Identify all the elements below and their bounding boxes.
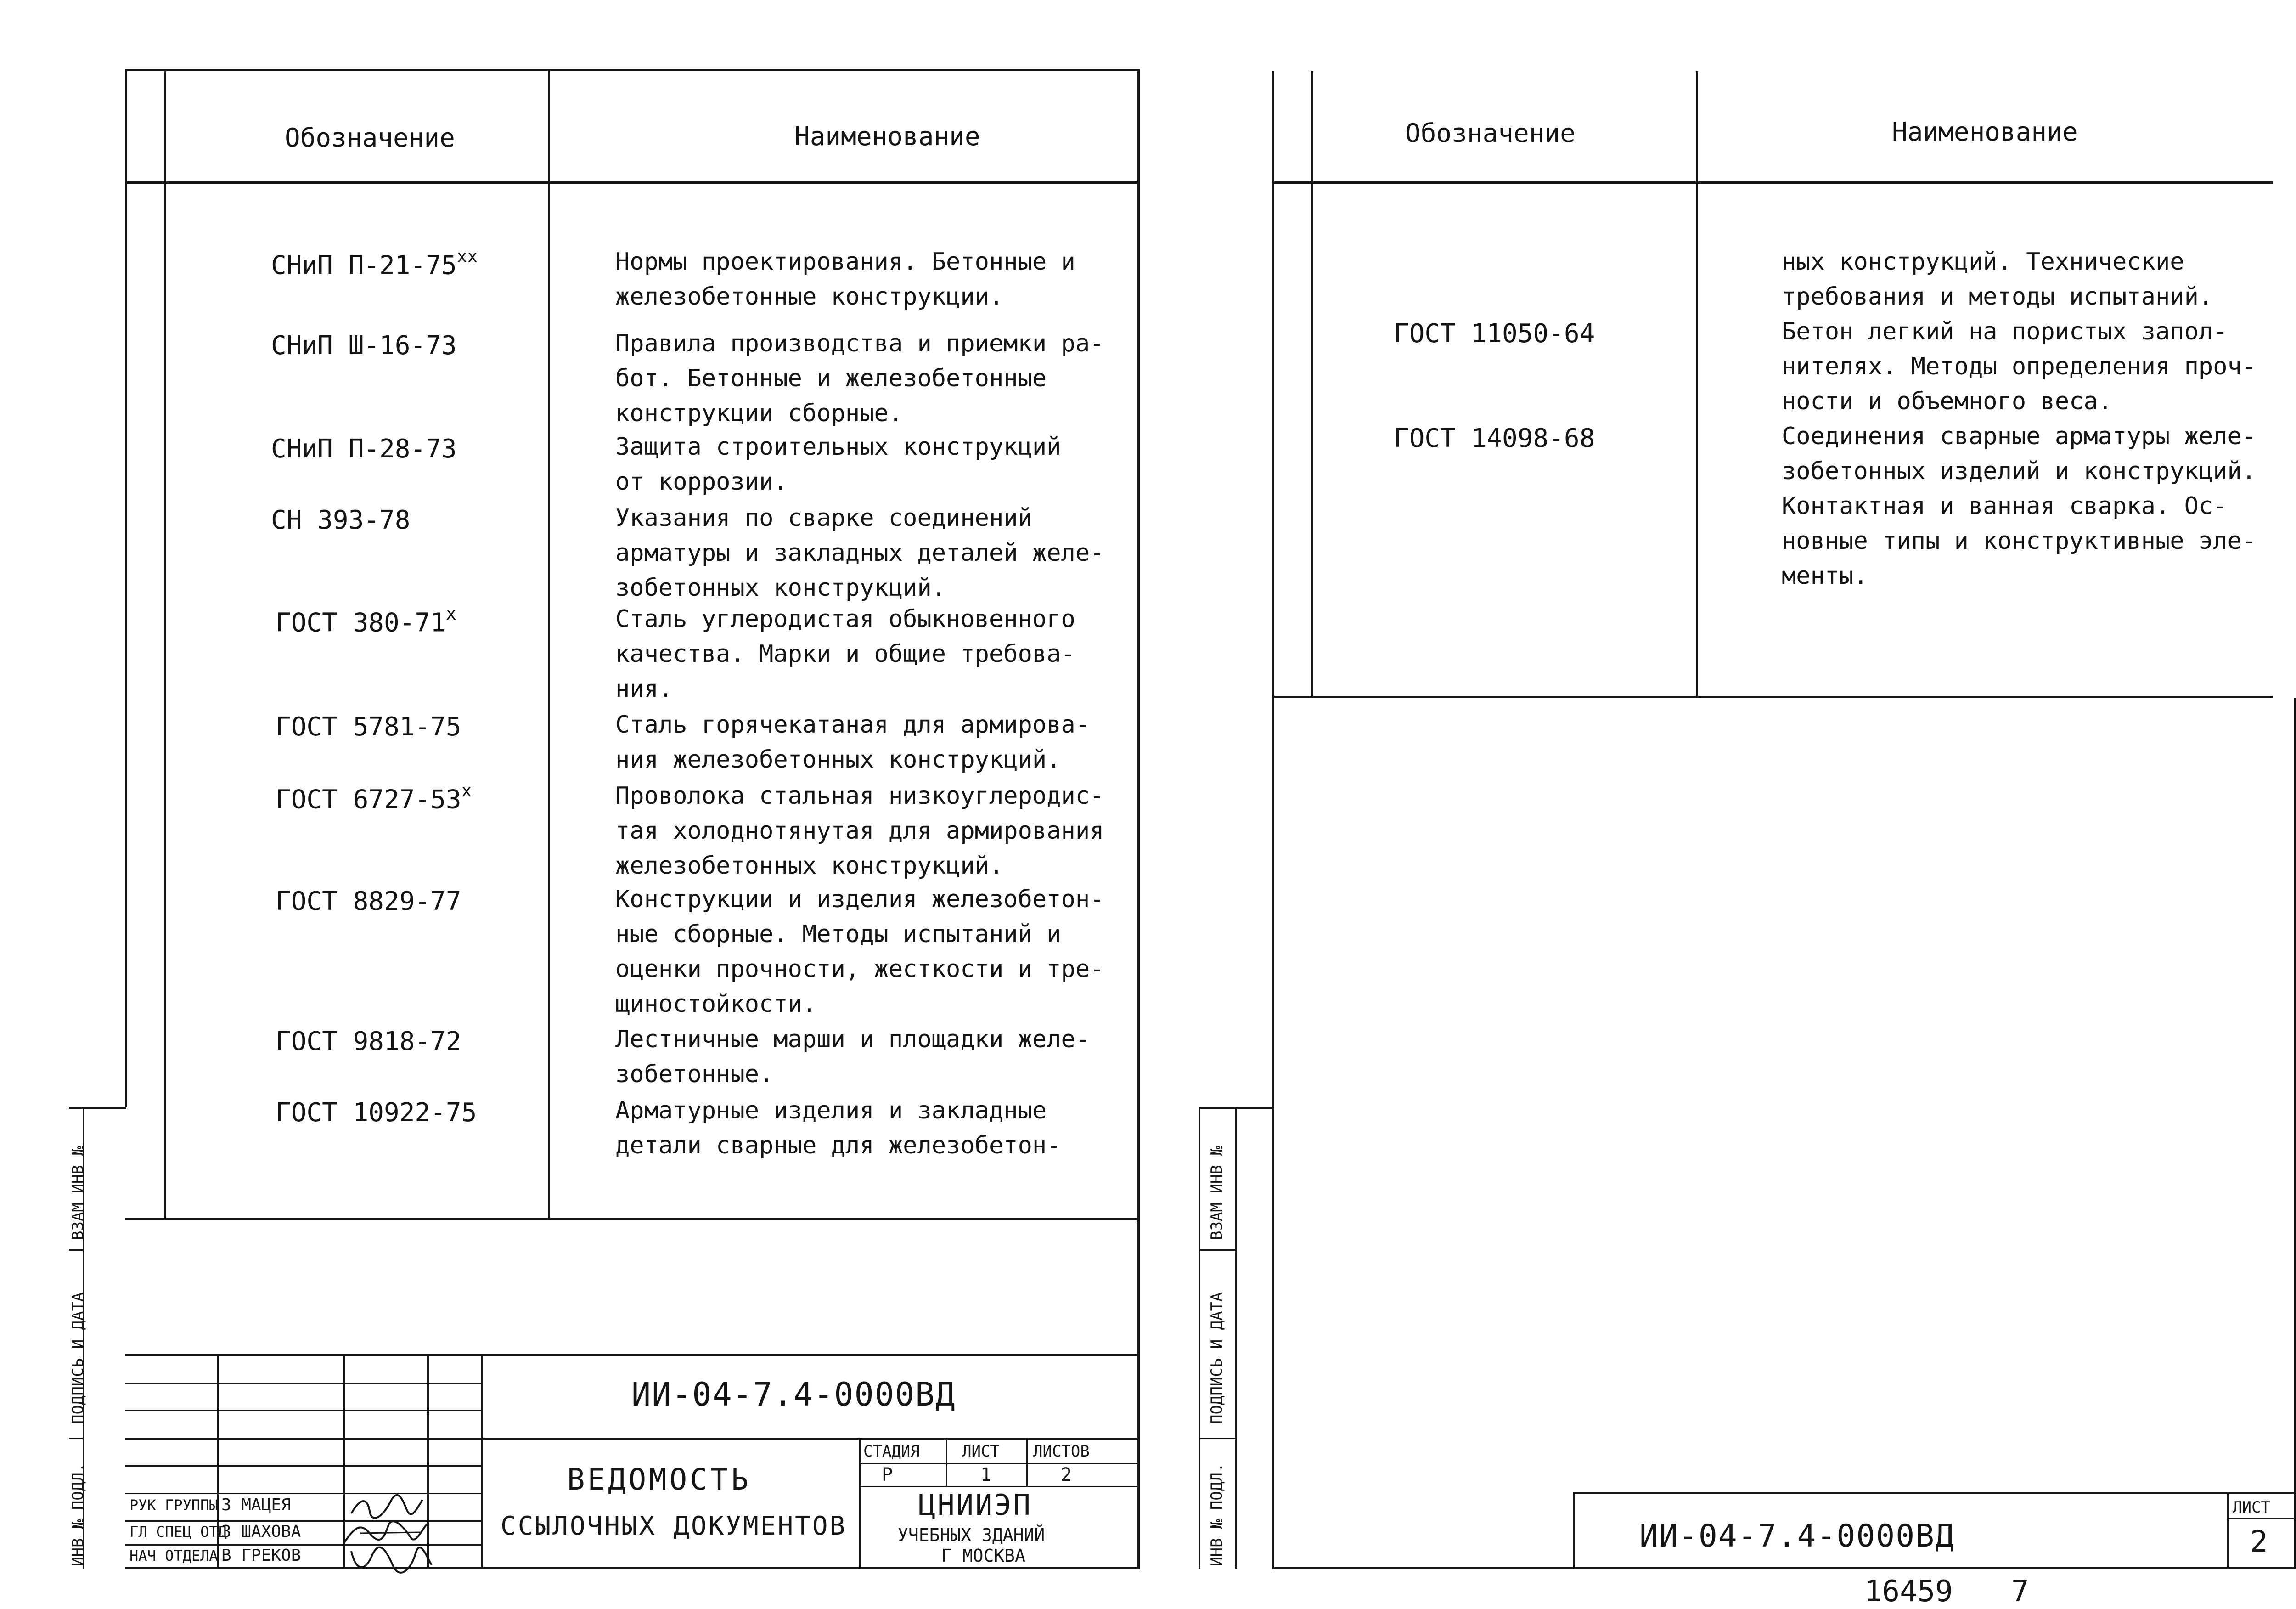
signature-3 (347, 1544, 434, 1576)
left-row-text-line: Проволока стальная низкоуглеродис- (615, 782, 1104, 810)
left-row-code-sup: xx (456, 246, 478, 266)
left-row-code-text: СНиП П-28-73 (271, 434, 457, 464)
left-row-code (276, 780, 472, 815)
left-row-code (271, 246, 478, 281)
right-header-name: Наименование (1892, 117, 2078, 147)
left-row-code-sup: x (445, 604, 456, 624)
left-row-text-line: ния железобетонных конструкций. (615, 746, 1061, 773)
right-row-text-line: менты. (1782, 562, 1868, 590)
left-row-text-line: бот. Бетонные и железобетонные (615, 365, 1047, 392)
person-name-2: З ШАХОВА (221, 1522, 301, 1541)
sheets-label: ЛИСТОВ (1033, 1442, 1090, 1461)
left-row-code-text: СНиП П-21-75 (271, 250, 457, 281)
left-row-code (276, 1098, 477, 1128)
left-row-text-line: Защита строительных конструкций (615, 433, 1061, 461)
sheets-value: 2 (1061, 1464, 1072, 1485)
left-title-line2: ССЫЛОЧНЫХ ДОКУМЕНТОВ (501, 1511, 847, 1541)
left-row-text-line: Конструкции и изделия железобетон- (615, 886, 1104, 913)
left-row-code-sup: x (461, 780, 472, 801)
left-row-text-line: оценки прочности, жесткости и тре- (615, 955, 1104, 983)
left-title-line1: ВЕДОМОСТЬ (567, 1463, 751, 1497)
left-row-code (271, 505, 410, 535)
right-row-text-line: ности и объемного веса. (1782, 388, 2113, 415)
left-row-code (276, 886, 461, 916)
right-row-code: ГОСТ 14098-68 (1394, 423, 1595, 453)
left-doc-code: ИИ-04-7.4-0000ВД (631, 1376, 956, 1413)
left-row-text-line: Арматурные изделия и закладные (615, 1097, 1047, 1124)
left-side-label-3: ВЗАМ ИНВ № (69, 1146, 87, 1240)
left-row-text-line: Нормы проектирования. Бетонные и (615, 248, 1075, 276)
left-row-text-line: арматуры и закладных деталей желе- (615, 539, 1104, 567)
right-sheet-value: 2 (2250, 1525, 2268, 1559)
left-row-text-line: Лестничные марши и площадки желе- (615, 1026, 1090, 1053)
left-row-text-line: ные сборные. Методы испытаний и (615, 920, 1061, 948)
org-line2: УЧЕБНЫХ ЗДАНИЙ (898, 1525, 1045, 1545)
left-row-text-line: Указания по сварке соединений (615, 504, 1032, 532)
continuation-line-1: ных конструкций. Технические (1782, 248, 2184, 276)
left-row-text-line: Правила производства и приемки ра- (615, 330, 1104, 357)
left-row-text-line: щиностойкости. (615, 990, 817, 1018)
org-name: ЦНИИЭП (918, 1488, 1032, 1522)
left-row-text-line: тая холоднотянутая для армирования (615, 817, 1104, 845)
right-sheet-label: ЛИСТ (2233, 1498, 2270, 1517)
left-row-code-text: ГОСТ 8829-77 (276, 886, 461, 916)
right-row-code: ГОСТ 11050-64 (1394, 319, 1595, 349)
left-row-code-text: ГОСТ 380-71 (276, 608, 446, 638)
person-role-2: ГЛ СПЕЦ ОТД (129, 1523, 227, 1541)
left-row-text-line: детали сварные для железобетон- (615, 1132, 1061, 1159)
org-line3: Г МОСКВА (941, 1546, 1026, 1566)
left-row-code (271, 331, 457, 361)
left-row-code-text: ГОСТ 9818-72 (276, 1027, 461, 1056)
right-row-text-line: Контактная и ванная сварка. Ос- (1782, 492, 2228, 520)
left-row-text-line: зобетонных конструкций. (615, 574, 946, 602)
right-side-label-3: ВЗАМ ИНВ № (1208, 1146, 1226, 1240)
right-row-text-line: Соединения сварные арматуры желе- (1782, 423, 2257, 450)
right-row-text-line: новные типы и конструктивные эле- (1782, 527, 2257, 555)
left-side-label-2: ПОДПИСЬ И ДАТА (69, 1292, 87, 1424)
left-row-text-line: зобетонные. (615, 1061, 774, 1088)
left-row-text-line: ния. (615, 675, 673, 703)
right-doc-code: ИИ-04-7.4-0000ВД (1639, 1518, 1955, 1554)
left-row-text-line: Сталь горячекатаная для армирова- (615, 711, 1090, 739)
left-header-designation: Обозначение (285, 123, 455, 153)
footer-number: 16459 (1864, 1575, 1953, 1609)
left-row-text-line: железобетонных конструкций. (615, 852, 1004, 880)
left-row-text-line: конструкции сборные. (615, 400, 903, 427)
left-row-text-line: Сталь углеродистая обыкновенного (615, 605, 1075, 633)
right-row-text-line: Бетон легкий на пористых запол- (1782, 318, 2228, 345)
left-row-code-text: СН 393-78 (271, 505, 411, 535)
sheet-label: ЛИСТ (962, 1442, 1000, 1461)
left-row-code (276, 712, 461, 742)
continuation-line-2: требования и методы испытаний. (1782, 283, 2213, 311)
left-row-code-text: ГОСТ 5781-75 (276, 712, 461, 742)
person-role-3: НАЧ ОТДЕЛА (129, 1547, 218, 1564)
left-row-code (271, 434, 457, 464)
person-role-1: РУК ГРУППЫ (129, 1496, 218, 1514)
left-row-code (276, 606, 456, 638)
right-row-text-line: нителях. Методы определения проч- (1782, 353, 2257, 380)
left-row-code-text: СНиП Ш-16-73 (271, 331, 457, 361)
left-header-name: Наименование (794, 122, 980, 152)
signature-2 (342, 1519, 429, 1547)
person-name-1: З МАЦЕЯ (221, 1496, 291, 1514)
left-row-text-line: железобетонные конструкции. (615, 283, 1004, 311)
stage-value: Р (882, 1464, 893, 1485)
left-side-label-1: ИНВ № ПОДЛ. (69, 1462, 87, 1566)
signature-1 (347, 1493, 425, 1521)
left-row-code-text: ГОСТ 6727-53 (276, 785, 461, 815)
right-side-label-1: ИНВ № ПОДЛ. (1208, 1462, 1226, 1566)
right-side-label-2: ПОДПИСЬ И ДАТА (1208, 1292, 1226, 1424)
person-name-3: В ГРЕКОВ (221, 1546, 301, 1565)
right-row-text-line: зобетонных изделий и конструкций. (1782, 457, 2257, 485)
sheet-value: 1 (980, 1464, 992, 1485)
right-header-designation: Обозначение (1405, 119, 1576, 148)
footer-page: 7 (2011, 1575, 2029, 1609)
left-row-code (276, 1027, 461, 1056)
left-row-code-text: ГОСТ 10922-75 (276, 1098, 477, 1128)
left-row-text-line: качества. Марки и общие требова- (615, 640, 1075, 668)
left-row-text-line: от коррозии. (615, 468, 788, 496)
stage-label: СТАДИЯ (863, 1442, 920, 1461)
